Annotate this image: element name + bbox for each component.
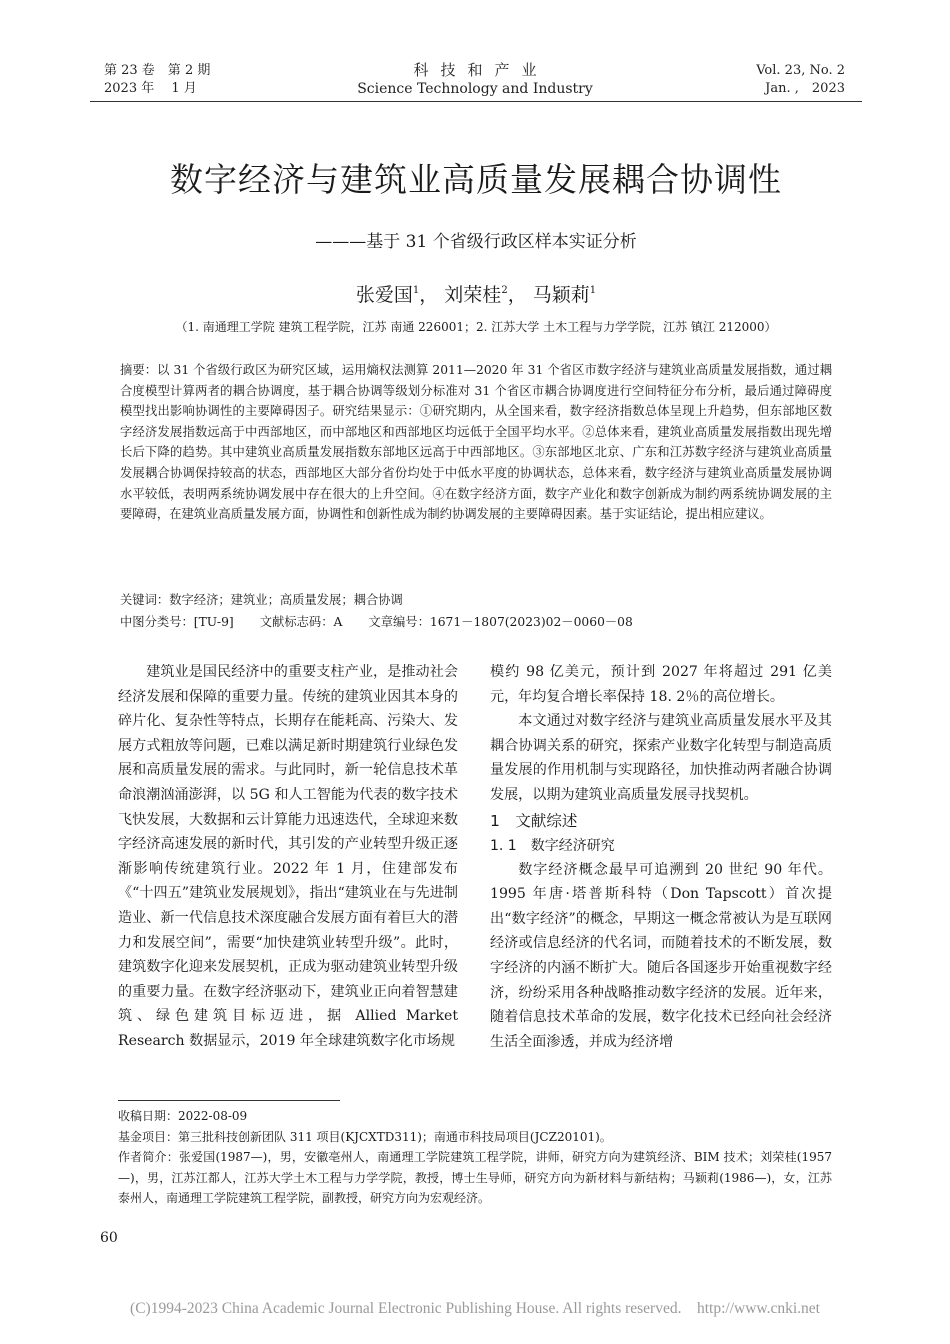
journal-name-zh: 科技和产业 — [413, 61, 549, 79]
body-paragraph: 本文通过对数字经济与建筑业高质量发展水平及其耦合协调关系的研究，探索产业数字化转型与制造高质量发展的作用机制与实现路径，加快推动两者融合协调发展，以期为建筑业高质量发展寻找契机。 — [490, 713, 832, 803]
running-header-left — [104, 62, 210, 98]
received-date: 收稿日期：2022-08-09 — [118, 1109, 248, 1123]
copyright-watermark: (C)1994-2023 China Academic Journal Electronic Publishing House. All rights reserved. http://www.cnki.net — [130, 1300, 820, 1317]
footnote-rule — [118, 1100, 340, 1101]
author-affil-mark: 1 — [589, 285, 597, 296]
article-title: 数字经济与建筑业高质量发展耦合协调性 — [170, 160, 782, 199]
subsection-heading: 1. 1 数字经济研究 — [490, 837, 615, 854]
section-heading: 1 文献综述 — [490, 811, 578, 830]
author-list — [90, 278, 862, 308]
volume-issue-en: Vol. 23, No. 2 — [756, 63, 845, 78]
body-paragraph: 数字经济概念最早可追溯到 20 世纪 90 年代。1995 年唐·塔普斯科特（Don Tapscott）首次提出“数字经济”的概念，早期这一概念常被认为是互联网经济或信息经济的代名词，而随着技术的不断发展，数字经济的内涵不断扩大。随后各国逐步开始重视数字经济，纷纷采用各种战略推动数字经济的发展。近年来，随着信息技术革命的发展，数字化技术已经向社会经济生活全面渗透，并成为经济增 — [490, 861, 832, 1050]
journal-name-en: Science Technology and Industry — [357, 81, 593, 97]
running-header-center — [300, 60, 650, 98]
article-subtitle: ———基于 31 个省级行政区样本实证分析 — [315, 232, 637, 252]
abstract: 摘要：以 31 个省级行政区为研究区域，运用熵权法测算 2011—2020 年 31 个省区市数字经济与建筑业高质量发展指数，通过耦合度模型计算两者的耦合协调度，基于耦合协调等级划分标准对 31 个省区市耦合协调度进行空间特征分布分析，最后通过障碍度模型找出影响协调性的主要障碍因子。研究结果显示：①研究期内，从全国来看，数字经济指数总体呈现上升趋势，但东部地区数字经济发展指数远高于中西部地区，而中部地区和西部地区均远低于全国平均水平。②总体来看，建筑业高质量发展指数出现先增长后下降的趋势。其中建筑业高质量发展指数东部地区远高于中西部地区。③东部地区北京、广东和江苏数字经济与建筑业高质量发展耦合协调保持较高的状态，西部地区大部分省份均处于中低水平度的协调状态，总体来看，数字经济与建筑业高质量发展协调水平较低，表明两系统协调发展中存在很大的上升空间。④在数字经济方面，数字产业化和数字创新成为制约两系统协调发展的主要障碍，在建筑业高质量发展方面，协调性和创新性成为制约协调发展的主要障碍因素。基于实证结论，提出相应建议。 — [120, 363, 832, 522]
article-number: 文章编号：1671－1807(2023)02－0060－08 — [368, 615, 633, 629]
year-month: 2023 年 1 月 — [104, 81, 197, 96]
footnotes — [118, 1106, 832, 1209]
volume-issue: 第 23 卷 第 2 期 — [104, 63, 211, 78]
fund-info: 基金项目：第三批科技创新团队 311 项目(KJCXTD311)；南通市科技局项目(JCZ20101)。 — [118, 1129, 612, 1144]
page-number: 60 — [100, 1230, 118, 1246]
keywords: 关键词：数字经济；建筑业；高质量发展；耦合协调 — [120, 593, 403, 607]
author-name: 刘荣桂 — [444, 284, 502, 306]
classification-line — [120, 612, 832, 632]
affiliations: （1. 南通理工学院 建筑工程学院，江苏 南通 226001；2. 江苏大学 土木工程与力学学院，江苏 镇江 212000） — [175, 320, 777, 334]
running-header-right — [755, 62, 845, 98]
author-bio: 作者简介：张爱国(1987—)，男，安徽亳州人，南通理工学院建筑工程学院，讲师，研究方向为建筑经济、BIM 技术；刘荣桂(1957—)，男，江苏江都人，江苏大学土木工程与力学学院，教授，博士生导师，研究方向为新材料与新结构；马颖莉(1986—)，女，江苏泰州人，南通理工学院建筑工程学院，副教授，研究方向为宏观经济。 — [118, 1150, 832, 1205]
header-rule — [90, 101, 862, 102]
body-right-column — [490, 660, 832, 1054]
author-affil-mark: 1 — [412, 285, 420, 296]
clc-number: 中图分类号：[TU-9] — [120, 615, 234, 629]
author-separator: ， — [507, 284, 527, 306]
body-paragraph: 模约 98 亿美元，预计到 2027 年将超过 291 亿美元，年均复合增长率保持 18. 2％的高位增长。 — [490, 664, 832, 705]
date-en: Jan. , 2023 — [765, 81, 845, 96]
author-affil-mark: 2 — [501, 285, 508, 296]
author-name: 马颖莉 — [532, 284, 590, 306]
author-name: 张爱国 — [355, 284, 413, 306]
body-paragraph: 建筑业是国民经济中的重要支柱产业，是推动社会经济发展和保障的重要力量。传统的建筑业因其本身的碎片化、复杂性等特点，长期存在能耗高、污染大、发展方式粗放等问题，已难以满足新时期建筑行业绿色发展和高质量发展的需求。与此同时，新一轮信息技术革命浪潮汹涌澎湃，以 5G 和人工智能为代表的数字技术飞快发展，大数据和云计算能力迅速迭代，全球迎来数字经济高速发展的新时代，其引发的产业转型升级正逐渐影响传统建筑行业。2022 年 1 月，住建部发布《“十四五”建筑业发展规划》，指出“建筑业在与先进制造业、新一代信息技术深度融合发展方面有着巨大的潜力和发展空间”，需要“加快建筑业转型升级”。此时，建筑数字化迎来发展契机，正成为驱动建筑业转型升级的重要力量。在数字经济驱动下，建筑业正向着智慧建筑、绿色建筑目标迈进，据 Allied Market Research 数据显示，2019 年全球建筑数字化市场规 — [118, 664, 458, 1049]
body-left-column — [118, 660, 458, 1054]
document-code: 文献标志码：A — [259, 615, 343, 629]
author-separator: ， — [419, 284, 439, 306]
